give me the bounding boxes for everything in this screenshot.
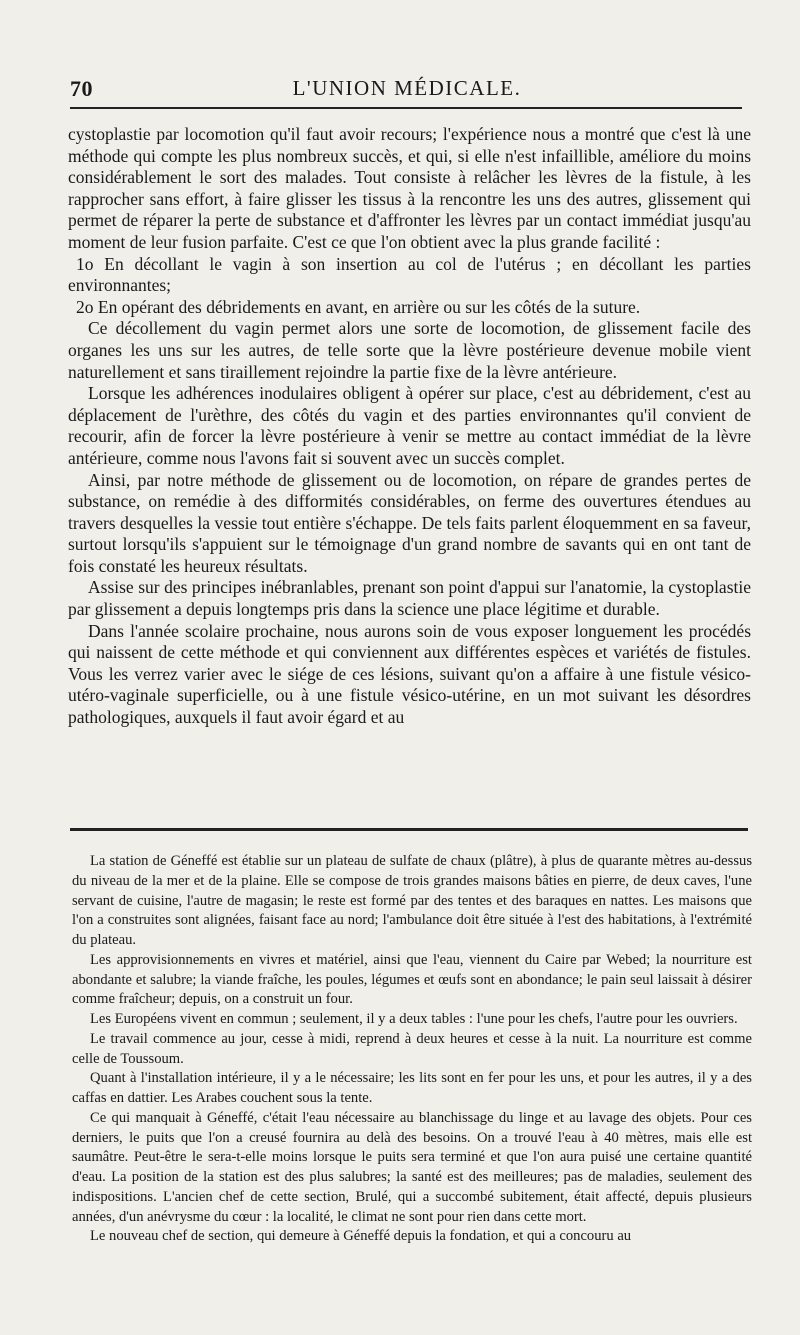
- main-paragraph: Ainsi, par notre méthode de glissement ou de locomotion, on répare de grandes pertes de substance, on remédie à des difformités considérables, on ferme des ouvertures étendues au travers desquelles la vessie tout entière s'échappe. De tels faits parlent éloquemment en sa faveur, surtout lorsqu'ils s'appuient sur le témoignage d'un grand nombre de savants qui en ont tant de fois constaté les heureux résultats.: [68, 469, 751, 576]
- notes-paragraph: La station de Géneffé est établie sur un plateau de sulfate de chaux (plâtre), à plus de quarante mètres au-dessus du niveau de la mer et de la plaine. Elle se compose de trois grandes maisons bâties en pierre, de deux caves, l'une servant de cuisine, l'autre de magasin; le reste est formé par des tentes et des baraques en nattes. Les maisons que l'on a construites sont alignées, faisant face au nord; l'ambulance doit être située à l'est des habitations, à l'extrémité du plateau.: [72, 853, 752, 948]
- notes-paragraph: Quant à l'installation intérieure, il y a le nécessaire; les lits sont en fer pour les uns, et pour les autres, il y a des caffas en dattier. Les Arabes couchent sous la tente.: [72, 1070, 752, 1106]
- main-text-block: [68, 124, 751, 729]
- main-paragraph: cystoplastie par locomotion qu'il faut avoir recours; l'expérience nous a montré que c'est là une méthode qui compte les plus nombreux succès, et qui, si elle n'est infaillible, améliore du moins considérablement le sort des malades. Tout consiste à relâcher les lèvres de la fistule, à les rapprocher sans effort, à faire glisser les tissus à la rencontre les uns des autres, glissement qui permet de réparer la perte de substance et d'affronter les lèvres par un contact immédiat jusqu'au moment de leur fusion parfaite. C'est ce que l'on obtient avec la plus grande facilité :: [68, 124, 751, 252]
- main-paragraph: Lorsque les adhérences inodulaires obligent à opérer sur place, c'est au débridement, c'est au déplacement de l'urèthre, des côtés du vagin et des parties environnantes qu'il convient de recourir, afin de forcer la lèvre postérieure à venir se mettre au contact immédiat de la lèvre antérieure, comme nous l'avons fait si souvent avec un succès complet.: [68, 383, 751, 468]
- main-list-item: 1o En décollant le vagin à son insertion au col de l'utérus ; en décollant les parties environnantes;: [68, 253, 751, 296]
- notes-paragraph: Le travail commence au jour, cesse à midi, reprend à deux heures et cesse à la nuit. La nourriture est comme celle de Toussoum.: [72, 1030, 752, 1067]
- notes-paragraph: Le nouveau chef de section, qui demeure à Géneffé depuis la fondation, et qui a concouru au: [90, 1228, 632, 1245]
- notes-paragraph: Ce qui manquait à Géneffé, c'était l'eau nécessaire au blanchissage du linge et au lavage des objets. Pour ces derniers, le puits que l'on a creusé fournira au delà des besoins. On a trouvé l'eau à 40 mètres, mais elle est saumâtre. Peut-être le sera-t-elle moins lorsque le puits sera terminé et que l'on aura puisé une certaine quantité d'eau. La position de la station est des plus salubres; la santé est des meilleures; pas de maladies, seulement des indispositions. L'ancien chef de cette section, Brulé, qui a succombé subitement, était affecté, depuis plusieurs années, d'un anévrysme du cœur : la localité, le climat ne sont pour rien dans cette mort.: [72, 1109, 752, 1225]
- main-list-item: 2o En opérant des débridements en avant, en arrière ou sur les côtés de la suture.: [76, 296, 641, 317]
- page-header: [62, 76, 752, 102]
- notes-paragraph: Les approvisionnements en vivres et matériel, ainsi que l'eau, viennent du Caire par Webed; la nourriture est abondante et salubre; la viande fraîche, les poules, légumes et œufs sont en abondance; le pain seul laissait à désirer comme fraîcheur; depuis, on a construit un four.: [72, 951, 752, 1008]
- main-paragraph: Dans l'année scolaire prochaine, nous aurons soin de vous exposer longuement les procédés qui naissent de cette méthode et qui conviennent aux différentes espèces et variétés de fistules. Vous les verrez varier avec le siége de ces lésions, suivant qu'on a affaire à une fistule vésico-utéro-vaginale superficielle, ou à une fistule vésico-utérine, en un mot suivant les désordres pathologiques, auxquels il faut avoir égard et au: [68, 620, 751, 728]
- running-title: L'UNION MÉDICALE.: [292, 76, 522, 100]
- main-paragraph: Ce décollement du vagin permet alors une sorte de locomotion, de glissement facile des organes les uns sur les autres, de telle sorte que la lèvre postérieure devenue mobile vient naturellement et sans tiraillement rejoindre la partie fixe de la lèvre antérieure.: [68, 318, 751, 382]
- section-divider-rule: [70, 828, 748, 831]
- feuilleton-text-block: [72, 852, 752, 1247]
- notes-paragraph: Les Européens vivent en commun ; seulement, il y a deux tables : l'une pour les chefs, l'autre pour les ouvriers.: [90, 1011, 738, 1027]
- main-paragraph: Assise sur des principes inébranlables, prenant son point d'appui sur l'anatomie, la cystoplastie par glissement a depuis longtemps pris dans la science une place légitime et durable.: [68, 577, 751, 620]
- page-number: 70: [70, 76, 93, 101]
- header-rule: [70, 107, 742, 109]
